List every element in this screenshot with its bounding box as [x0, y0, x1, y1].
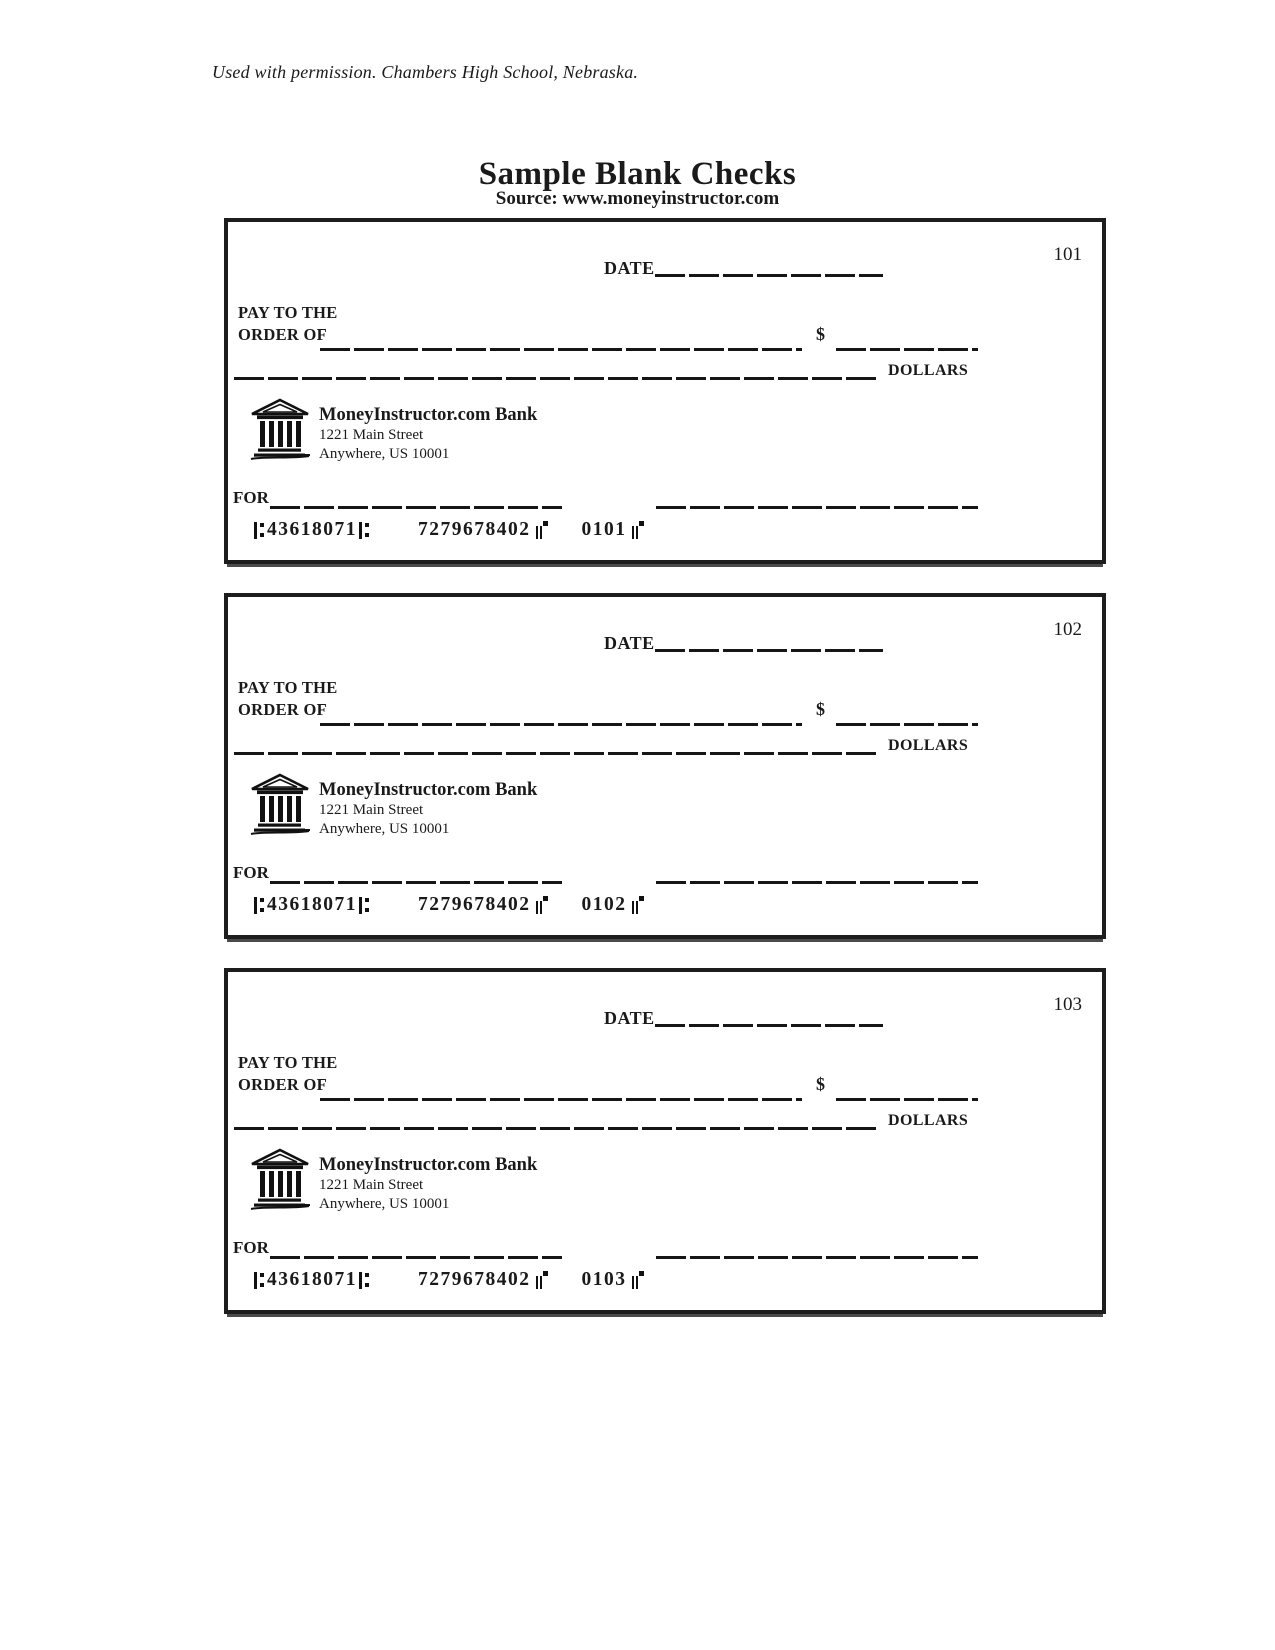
memo-line	[270, 506, 562, 509]
micr-serial: 0102	[581, 894, 627, 915]
dollar-sign: $	[816, 699, 825, 719]
micr-account: 7279678402	[418, 1269, 531, 1290]
signature-line	[656, 881, 978, 884]
date-row	[604, 1008, 883, 1029]
date-row	[604, 258, 883, 279]
dollars-label: DOLLARS	[888, 362, 969, 379]
amount-written-line	[234, 377, 879, 380]
check-103	[224, 968, 1106, 1314]
pay-to-the-label: PAY TO THE	[238, 678, 338, 697]
micr-line	[254, 519, 644, 541]
micr-on-us-icon	[535, 896, 548, 914]
date-row	[604, 633, 883, 654]
for-label: FOR	[233, 863, 269, 882]
micr-transit-icon	[254, 1272, 265, 1289]
permission-note: Used with permission. Chambers High School, Nebraska.	[212, 62, 639, 82]
bank-block	[250, 1148, 537, 1214]
dollars-label: DOLLARS	[888, 737, 969, 754]
bank-address-1: 1221 Main Street	[319, 1177, 424, 1193]
memo-line	[270, 881, 562, 884]
amount-line	[836, 348, 978, 351]
source-line: Source: www.moneyinstructor.com	[495, 188, 780, 209]
check-number: 103	[1053, 994, 1082, 1015]
micr-line	[254, 1269, 644, 1291]
payee-line	[320, 1098, 802, 1101]
micr-routing: 43618071	[267, 894, 357, 915]
micr-on-us-icon	[631, 521, 644, 539]
checks-stack	[224, 218, 1106, 1343]
bank-address-2: Anywhere, US 10001	[319, 821, 450, 837]
micr-on-us-icon	[535, 1271, 548, 1289]
micr-routing: 43618071	[267, 1269, 357, 1290]
amount-written-line	[234, 1127, 879, 1130]
micr-serial: 0103	[581, 1269, 627, 1290]
for-label: FOR	[233, 1238, 269, 1257]
micr-account: 7279678402	[418, 519, 531, 540]
micr-routing: 43618071	[267, 519, 357, 540]
bank-name: MoneyInstructor.com Bank	[319, 405, 538, 425]
micr-serial: 0101	[581, 519, 627, 540]
bank-building-icon	[250, 398, 310, 462]
dollars-label: DOLLARS	[888, 1112, 969, 1129]
bank-address-1: 1221 Main Street	[319, 427, 424, 443]
dollar-sign: $	[816, 324, 825, 344]
memo-line	[270, 1256, 562, 1259]
micr-account: 7279678402	[418, 894, 531, 915]
micr-on-us-icon	[631, 896, 644, 914]
pay-to-the-order-of-label	[238, 302, 338, 346]
check-102	[224, 593, 1106, 939]
date-line	[655, 649, 883, 652]
bank-address-2: Anywhere, US 10001	[319, 1196, 450, 1212]
pay-to-the-order-of-label	[238, 677, 338, 721]
bank-address-1: 1221 Main Street	[319, 802, 424, 818]
bank-name: MoneyInstructor.com Bank	[319, 1155, 538, 1175]
pay-to-the-order-of-label	[238, 1052, 338, 1096]
amount-line	[836, 1098, 978, 1101]
bank-address-2: Anywhere, US 10001	[319, 446, 450, 462]
check-number: 102	[1053, 619, 1082, 640]
signature-line	[656, 1256, 978, 1259]
bank-block	[250, 773, 537, 839]
page-title: Sample Blank Checks	[478, 156, 797, 193]
bank-building-icon	[250, 1148, 310, 1212]
date-label: DATE	[604, 633, 655, 653]
micr-line	[254, 894, 644, 916]
date-line	[655, 274, 883, 277]
payee-line	[320, 723, 802, 726]
bank-name: MoneyInstructor.com Bank	[319, 780, 538, 800]
bank-text	[319, 1154, 537, 1214]
date-line	[655, 1024, 883, 1027]
pay-to-the-label: PAY TO THE	[238, 1053, 338, 1072]
micr-transit-icon	[359, 522, 370, 539]
dollar-sign: $	[816, 1074, 825, 1094]
order-of-label: ORDER OF	[238, 325, 328, 344]
micr-transit-icon	[254, 897, 265, 914]
micr-on-us-icon	[535, 521, 548, 539]
for-label: FOR	[233, 488, 269, 507]
check-number: 101	[1053, 244, 1082, 265]
check-101	[224, 218, 1106, 564]
date-label: DATE	[604, 258, 655, 278]
bank-building-icon	[250, 773, 310, 837]
micr-transit-icon	[254, 522, 265, 539]
micr-transit-icon	[359, 1272, 370, 1289]
payee-line	[320, 348, 802, 351]
order-of-label: ORDER OF	[238, 700, 328, 719]
pay-to-the-label: PAY TO THE	[238, 303, 338, 322]
bank-text	[319, 779, 537, 839]
amount-written-line	[234, 752, 879, 755]
bank-text	[319, 404, 537, 464]
bank-block	[250, 398, 537, 464]
date-label: DATE	[604, 1008, 655, 1028]
micr-on-us-icon	[631, 1271, 644, 1289]
order-of-label: ORDER OF	[238, 1075, 328, 1094]
signature-line	[656, 506, 978, 509]
amount-line	[836, 723, 978, 726]
micr-transit-icon	[359, 897, 370, 914]
